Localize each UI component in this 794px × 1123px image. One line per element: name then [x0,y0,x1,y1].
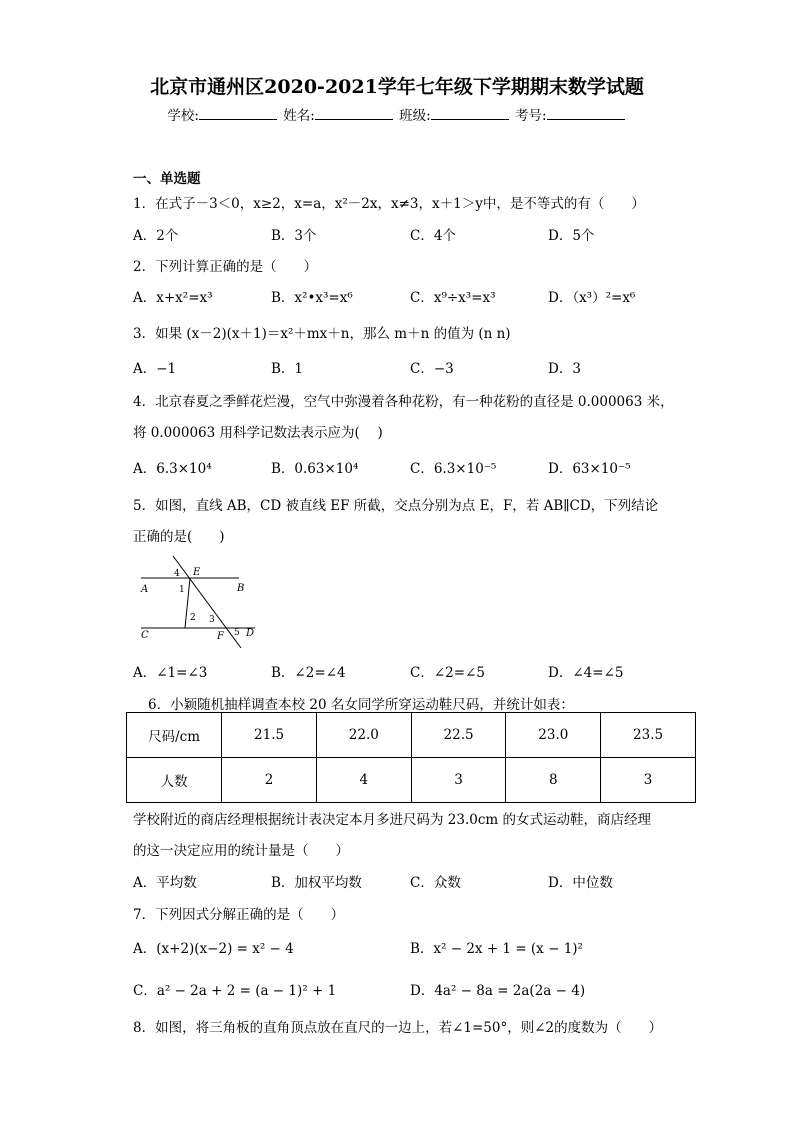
school-label: 学校: [167,108,199,124]
q1-text: 1．在式子－3＜0，x≥2，x=a，x²－2x，x≠3，x＋1＞y中，是不等式的有（ ） [133,196,645,212]
q8-text: 8．如图，将三角板的直角顶点放在直尺的一边上，若∠1=50°，则∠2的度数为（ ） [133,1020,663,1036]
q7-text: 7．下列因式分解正确的是（ ） [133,907,345,923]
q5-option-c[interactable]: C．∠2=∠5 [410,665,485,681]
q3-option-b[interactable]: B．1 [271,361,304,377]
student-info-line [0,104,794,124]
q6-text-line2: 学校附近的商店经理根据统计表决定本月多进尺码为 23.0cm 的女式运动鞋，商店经理 [133,812,652,828]
exam-no-label: 考号: [515,108,547,124]
label-d: D [246,628,255,639]
shoe-size-table [126,712,696,803]
q1-option-c[interactable]: C．4个 [410,228,456,244]
q6-text: 6．小颖随机抽样调查本校 20 名女同学所穿运动鞋尺码，并统计如表： [148,697,574,713]
table-cell: 人数 [127,758,222,803]
school-blank[interactable] [199,107,277,120]
q3-option-a[interactable]: A．−1 [133,361,177,377]
table-row [127,713,696,758]
label-angle-4: 4 [174,569,180,579]
table-cell: 尺码/cm [127,713,222,758]
line-ef [173,556,241,648]
q6-option-c[interactable]: C．众数 [410,875,461,891]
q5-text-line2: 正确的是( ) [133,529,225,545]
q7-option-b[interactable]: B．x² − 2x + 1 = (x − 1)² [410,941,583,957]
q4-option-b[interactable]: B．0.63×10⁴ [271,461,359,477]
q4-option-a[interactable]: A．6.3×10⁴ [133,461,212,477]
name-blank[interactable] [315,107,393,120]
table-cell: 3 [601,758,696,803]
label-c: C [141,630,149,641]
q7-option-d[interactable]: D．4a² − 8a = 2a(2a − 4) [410,983,586,999]
q4-text-line2: 将 0.000063 用科学记数法表示应为( ) [133,425,383,441]
q1-option-b[interactable]: B．3个 [271,228,317,244]
q1-option-a[interactable]: A．2个 [133,228,179,244]
label-e: E [193,567,201,578]
label-a: A [141,584,149,595]
q3-option-d[interactable]: D．3 [548,361,581,377]
q7-option-c[interactable]: C．a² − 2a + 2 = (a − 1)² + 1 [133,983,337,999]
class-label: 班级: [399,108,431,124]
label-angle-3: 3 [209,615,215,625]
label-angle-1: 1 [179,585,185,595]
table-cell: 8 [506,758,601,803]
label-b: B [237,583,245,594]
q3-option-c[interactable]: C．−3 [410,361,454,377]
parallel-lines-figure [133,552,263,652]
label-f: F [217,631,224,642]
q5-option-a[interactable]: A．∠1=∠3 [133,665,208,681]
q2-option-c[interactable]: C．x⁹÷x³=x³ [410,290,496,306]
label-angle-5: 5 [234,628,240,638]
q1-option-d[interactable]: D．5个 [548,228,595,244]
q6-option-d[interactable]: D．中位数 [548,875,613,891]
q2-option-a[interactable]: A．x+x²=x³ [133,290,213,306]
q6-option-b[interactable]: B．加权平均数 [271,875,362,891]
q5-option-b[interactable]: B．∠2=∠4 [271,665,346,681]
q5-option-d[interactable]: D．∠4=∠5 [548,665,624,681]
class-blank[interactable] [431,107,509,120]
q3-text: 3．如果 (x－2)(x＋1)＝x²＋mx＋n，那么 m＋n 的值为 (n n) [133,326,511,342]
table-cell: 22.5 [411,713,506,758]
table-row [127,758,696,803]
q7-option-a[interactable]: A．(x+2)(x−2) = x² − 4 [133,941,294,957]
exam-no-blank[interactable] [547,107,625,120]
table-cell: 23.5 [601,713,696,758]
table-cell: 21.5 [222,713,317,758]
q2-option-d[interactable]: D．（x³）²=x⁶ [548,290,636,306]
q4-option-c[interactable]: C．6.3×10⁻⁵ [410,461,497,477]
q2-text: 2．下列计算正确的是（ ） [133,259,318,275]
table-cell: 23.0 [506,713,601,758]
exam-title: 北京市通州区2020-2021学年七年级下学期期末数学试题 [150,76,644,98]
label-angle-2: 2 [190,613,196,623]
name-label: 姓名: [283,108,315,124]
q6-text-line3: 的这一决定应用的统计量是（ ） [133,843,349,859]
table-cell: 22.0 [316,713,411,758]
q2-option-b[interactable]: B．x²•x³=x⁶ [271,290,353,306]
table-cell: 3 [411,758,506,803]
q4-option-d[interactable]: D．63×10⁻⁵ [548,461,631,477]
q5-text-line1: 5．如图，直线 AB，CD 被直线 EF 所截，交点分别为点 E，F，若 AB∥CD，下列结论 [133,498,659,514]
q4-text-line1: 4．北京春夏之季鲜花烂漫，空气中弥漫着各种花粉，有一种花粉的直径是 0.000063 米， [133,394,674,410]
section-title: 一、单选题 [133,171,201,187]
table-cell: 4 [316,758,411,803]
table-cell: 2 [222,758,317,803]
q6-option-a[interactable]: A．平均数 [133,875,197,891]
